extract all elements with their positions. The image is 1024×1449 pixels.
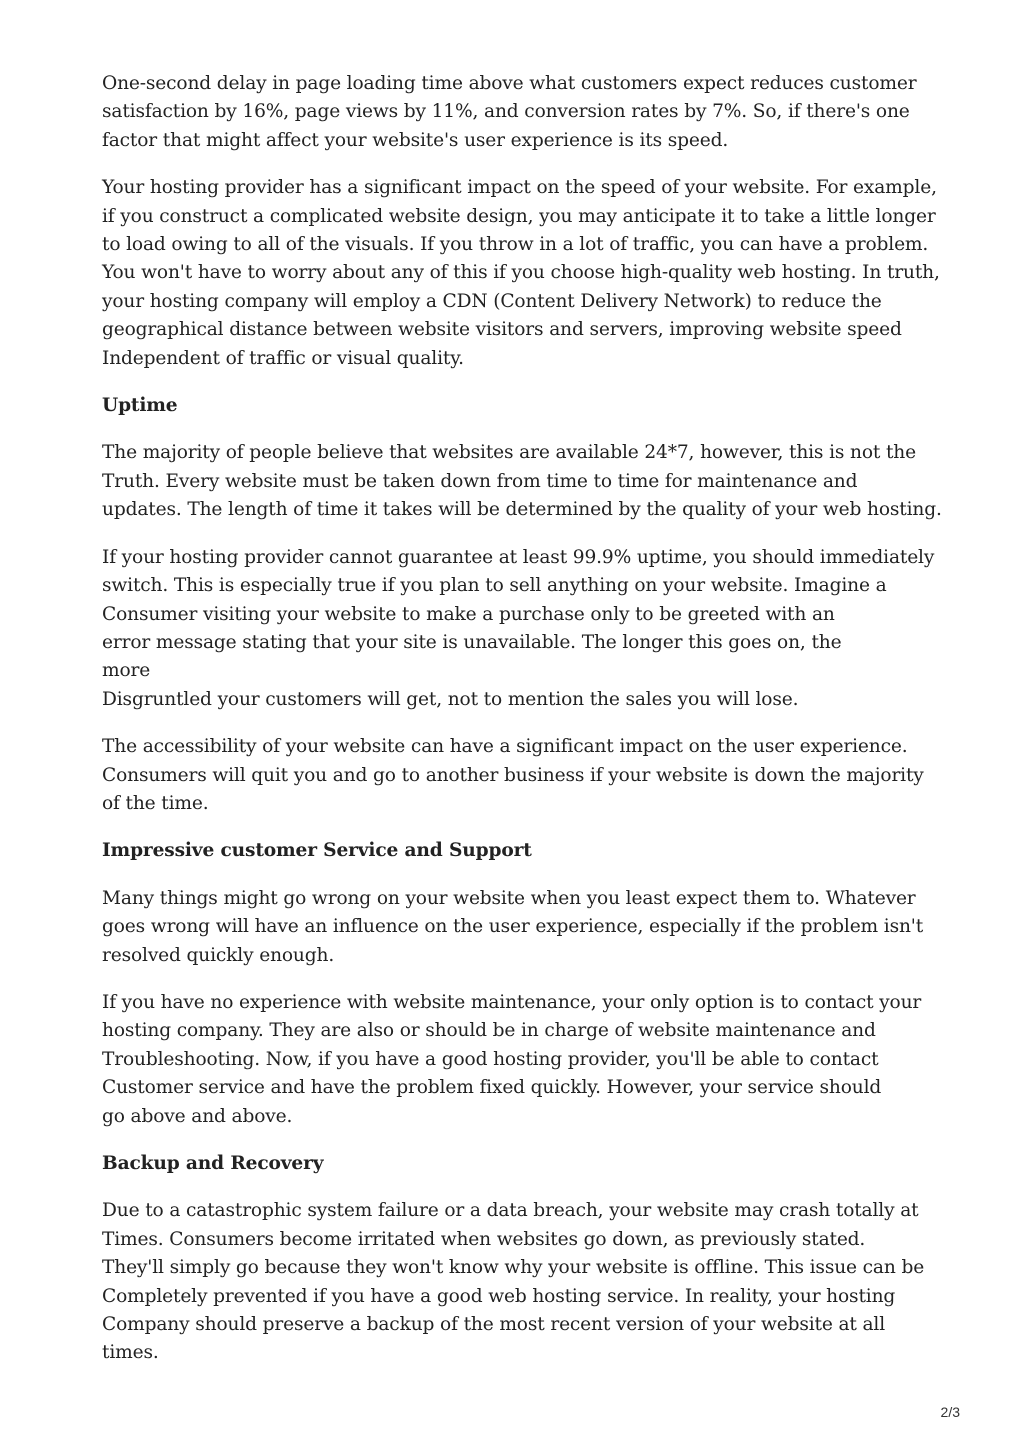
text-line: resolved quickly enough. [102,944,335,966]
paragraph [102,174,942,373]
section-heading: Impressive customer Service and Support [102,840,532,862]
text-line: times. [102,1342,159,1364]
paragraph [102,70,942,155]
text-line: The majority of people believe that websites are available 24*7, however, this is not the [102,442,916,464]
text-line: If your hosting provider cannot guarantee at least 99.9% uptime, you should immediately [102,546,935,568]
text-line: error message stating that your site is unavailable. The longer this goes on, the [102,631,842,653]
text-line: Completely prevented if you have a good web hosting service. In reality, your hosting [102,1285,896,1307]
text-line: Customer service and have the problem fixed quickly. However, your service should [102,1077,882,1099]
text-line: Consumers will quit you and go to another business if your website is down the majority [102,764,924,786]
paragraph [102,989,942,1131]
text-line: go above and above. [102,1105,293,1127]
text-line: Consumer visiting your website to make a purchase only to be greeted with an [102,603,835,625]
text-line: factor that might affect your website's user experience is its speed. [102,129,729,151]
paragraph [102,733,942,818]
section-heading: Uptime [102,395,178,417]
text-line: They'll simply go because they won't know why your website is offline. This issue can be [102,1257,925,1279]
text-line: of the time. [102,792,209,814]
text-line: You won't have to worry about any of this if you choose high-quality web hosting. In truth, [102,262,940,284]
text-line: updates. The length of time it takes will be determined by the quality of your web hosting. [102,499,942,521]
text-line: Times. Consumers become irritated when websites go down, as previously stated. [102,1228,866,1250]
text-line: The accessibility of your website can have a significant impact on the user experience. [102,736,908,758]
paragraph [102,1197,942,1367]
text-line: more [102,660,151,682]
text-line: One-second delay in page loading time above what customers expect reduces customer [102,73,917,94]
paragraph [102,439,942,524]
text-line: Truth. Every website must be taken down from time to time for maintenance and [102,470,858,492]
text-line: switch. This is especially true if you plan to sell anything on your website. Imagine a [102,575,887,597]
text-line: goes wrong will have an influence on the user experience, especially if the problem isn't [102,916,924,938]
text-line: Independent of traffic or visual quality. [102,347,464,369]
paragraph [102,544,942,714]
text-line: Troubleshooting. Now, if you have a good hosting provider, you'll be able to contact [102,1048,879,1070]
paragraph [102,885,942,970]
text-line: satisfaction by 16%, page views by 11%, and conversion rates by 7%. So, if there's one [102,101,910,123]
text-line: Disgruntled your customers will get, not to mention the sales you will lose. [102,688,799,710]
section-heading: Backup and Recovery [102,1153,324,1174]
text-line: if you construct a complicated website design, you may anticipate it to take a little longer [102,205,936,227]
text-line: geographical distance between website visitors and servers, improving website speed [102,319,902,341]
text-line: Due to a catastrophic system failure or a data breach, your website may crash totally at [102,1200,919,1222]
text-line: your hosting company will employ a CDN (Content Delivery Network) to reduce the [102,290,882,312]
text-line: If you have no experience with website maintenance, your only option is to contact your [102,991,922,1013]
document-body [102,70,942,1387]
text-line: hosting company. They are also or should be in charge of website maintenance and [102,1020,876,1042]
text-line: to load owing to all of the visuals. If you throw in a lot of traffic, you can have a problem. [102,234,929,256]
text-line: Company should preserve a backup of the most recent version of your website at all [102,1314,886,1336]
page-number: 2/3 [940,1404,960,1420]
text-line: Many things might go wrong on your website when you least expect them to. Whatever [102,887,916,909]
text-line: Your hosting provider has a significant impact on the speed of your website. For example, [102,177,937,199]
